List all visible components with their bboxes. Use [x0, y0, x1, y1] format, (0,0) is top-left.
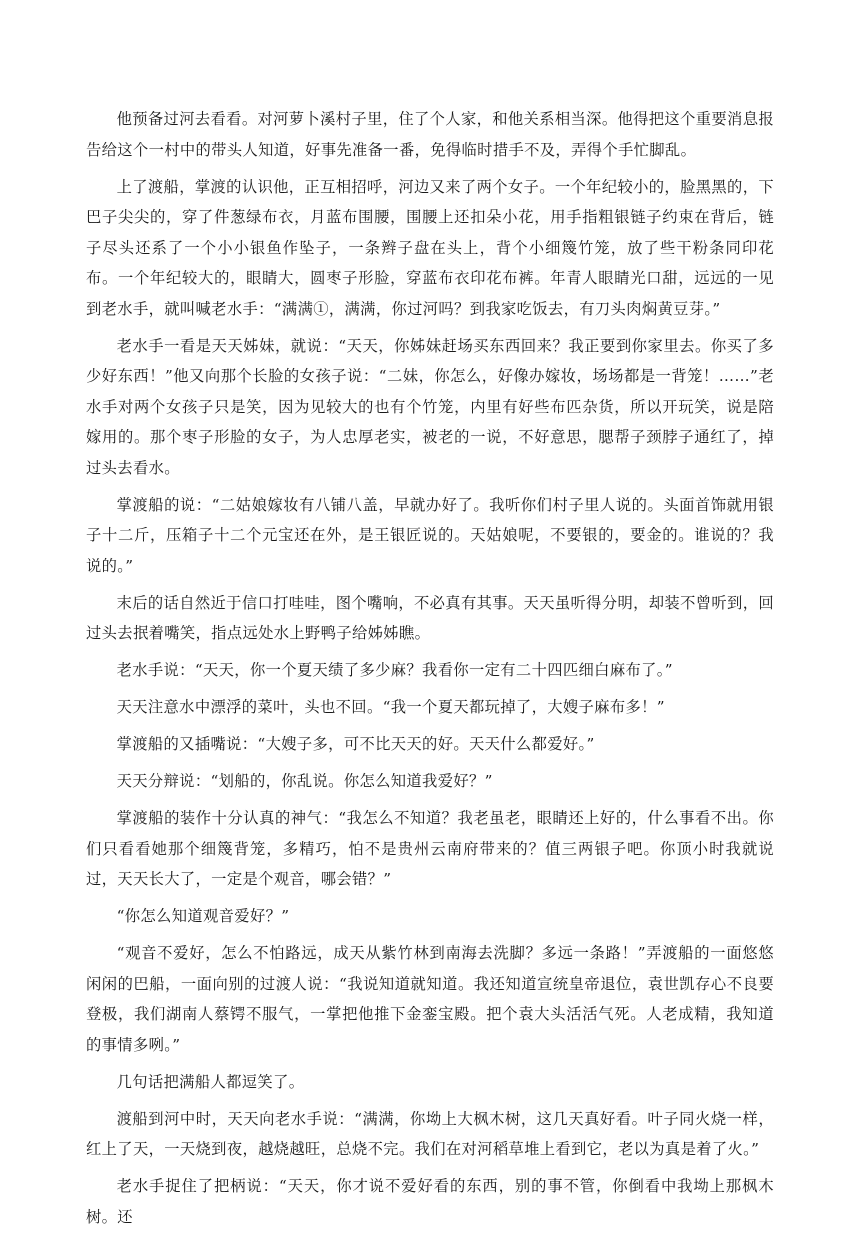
paragraph: 末后的话自然近于信口打哇哇，图个嘴响，不必真有其事。天天虽听得分明，却装不曾听到，回过头去抿着嘴笑，指点远处水上野鸭子给姊姊瞧。	[86, 593, 774, 642]
paragraph: “观音不爱好，怎么不怕路远，成天从紫竹林到南海去洗脚？多远一条路！”弄渡船的一面悠悠闲闲的巴船，一面向别的过渡人说：“我说知道就知道。我还知道宣统皇帝退位，袁世凯存心不良要登极，我们湖南人蔡锷不服气，一掌把他推下金銮宝殿。把个袁大头活活气死。人老成精，我知道的事情多咧。”	[86, 944, 774, 1054]
paragraph: 掌渡船的又插嘴说：“大嫂子多，可不比天天的好。天天什么都爱好。”	[116, 735, 595, 753]
paragraph: 渡船到河中时，天天向老水手说：“满满，你坳上大枫木树，这几天真好看。叶子同火烧一样，红上了天，一天烧到夜，越烧越旺，总烧不完。我们在对河稻草堆上看到它，老以为真是着了火。”	[86, 1109, 774, 1158]
paragraph: 老水手一看是天天姊妹，就说：“天天，你姊妹赶场买东西回来？我正要到你家里去。你买了多少好东西！”他又向那个长脸的女孩子说：“二妹，你怎么，好像办嫁妆，场场都是一背笼！……”老水手对两个女孩子只是笑，因为见较大的也有个竹笼，内里有好些布匹杂货，所以开玩笑，说是陪嫁用的。那个枣子形脸的女子，为人忠厚老实，被老的一说，不好意思，腮帮子颈脖子通红了，掉过头去看水。	[86, 336, 774, 477]
paragraph: 天天注意水中漂浮的菜叶，头也不回。“我一个夏天都玩掉了，大嫂子麻布多！”	[116, 698, 665, 716]
paragraph: 掌渡船的装作十分认真的神气：“我怎么不知道？我老虽老，眼睛还上好的，什么事看不出。你们只看看她那个细篾背笼，多精巧，怕不是贵州云南府带来的？值三两银子吧。你顶小时我就说过，天天长大了，一定是个观音，哪会错？”	[86, 809, 774, 888]
paragraph: 老水手说：“天天，你一个夏天绩了多少麻？我看你一定有二十四匹细白麻布了。”	[116, 661, 673, 679]
paragraph: “你怎么知道观音爱好？”	[116, 907, 290, 925]
paragraph: 几句话把满船人都逗笑了。	[116, 1072, 305, 1091]
document-body	[86, 104, 774, 1239]
paragraph: 掌渡船的说：“二姑娘嫁妆有八铺八盖，早就办好了。我听你们村子里人说的。头面首饰就用银子十二斤，压箱子十二个元宝还在外，是王银匠说的。天姑娘呢，不要银的，要金的。谁说的？我说的。”	[86, 495, 774, 575]
paragraph: 老水手捉住了把柄说：“天天，你才说不爱好看的东西，别的事不管，你倒看中我坳上那枫木树。还	[86, 1177, 774, 1226]
paragraph: 上了渡船，掌渡的认识他，正互相招呼，河边又来了两个女子。一个年纪较小的，脸黑黑的，下巴子尖尖的，穿了件葱绿布衣，月蓝布围腰，围腰上还扣朵小花，用手指粗银链子约束在背后，链子尽头还系了一个小小银鱼作坠子，一条辫子盘在头上，背个小细篾竹笼，放了些干粉条同印花布。一个年纪较大的，眼睛大，圆枣子形脸，穿蓝布衣印花布裤。年青人眼睛光口甜，远远的一见到老水手，就叫喊老水手：“满满①，满满，你过河吗？到我家吃饭去，有刀头肉焖黄豆芽。”	[86, 177, 774, 318]
paragraph: 天天分辩说：“划船的，你乱说。你怎么知道我爱好？”	[116, 772, 493, 790]
paragraph: 他预备过河去看看。对河萝卜溪村子里，住了个人家，和他关系相当深。他得把这个重要消息报告给这个一村中的带头人知道，好事先准备一番，免得临时措手不及，弄得个手忙脚乱。	[86, 110, 774, 159]
